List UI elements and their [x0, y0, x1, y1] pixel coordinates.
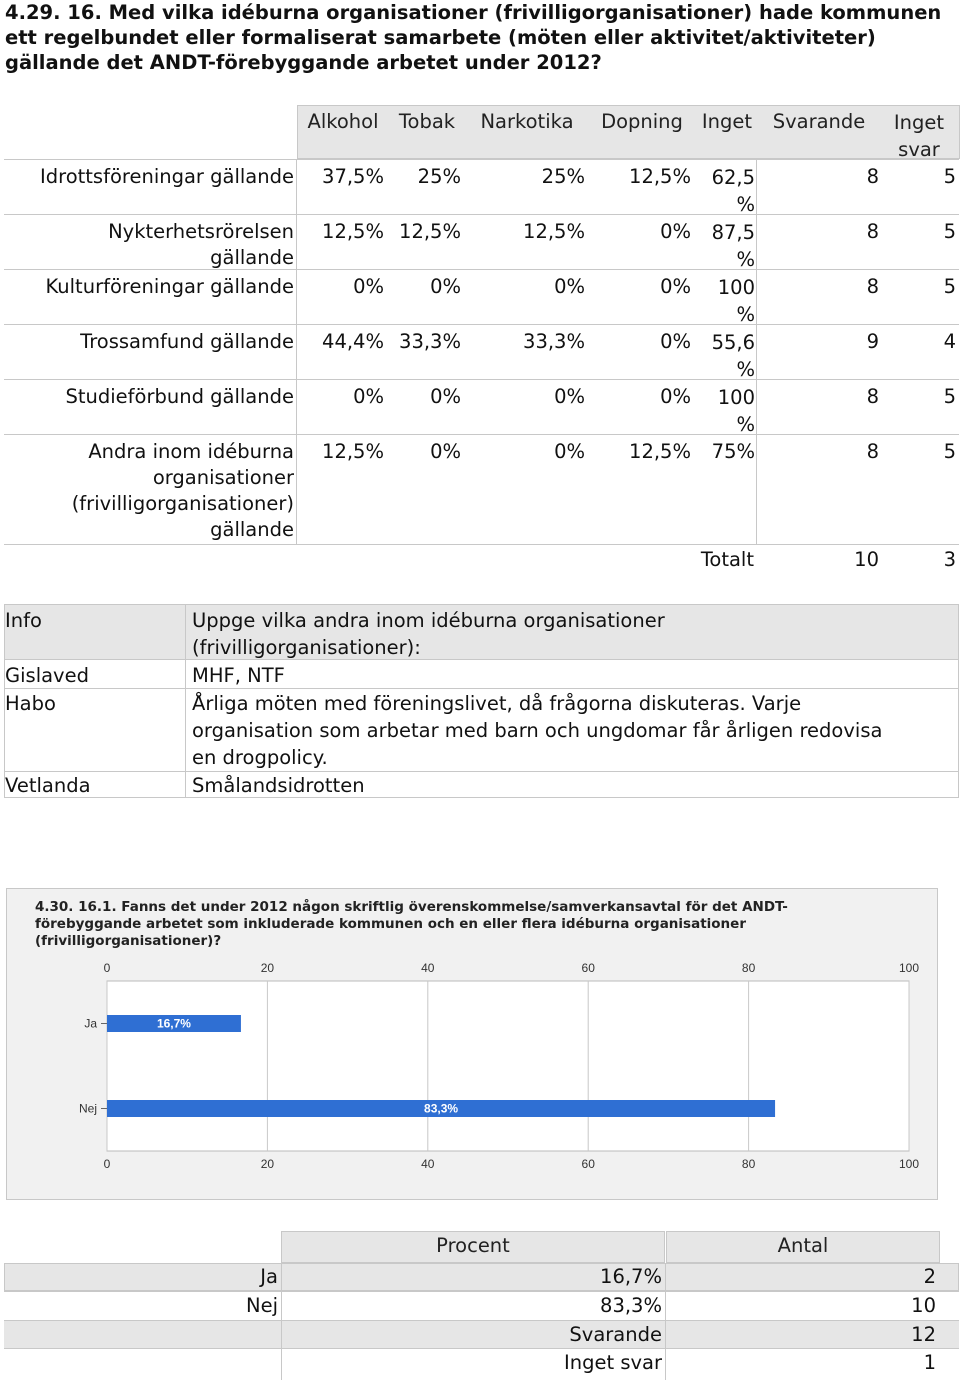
percent-cell: 16,7% — [600, 1265, 662, 1288]
col-header: Inget — [701, 110, 753, 133]
percent-cell: 83,3% — [600, 1294, 662, 1317]
tick-label-bottom: 40 — [421, 1157, 435, 1171]
count-cell: 1 — [923, 1351, 936, 1374]
question-heading: 4.29. 16. Med vilka idéburna organisationer (frivilligorganisationer) hade kommunen ett regelbundet eller formaliserat samarbete (möten eller aktivitet/aktiviteter) gällande det ANDT-förebyggande arbetet under 2012? — [5, 1, 942, 74]
cell: 75% — [711, 440, 755, 463]
cell: 4 — [943, 330, 956, 353]
cell: 62,5 % — [711, 166, 755, 216]
row-label: Andra inom idéburna organisationer (frivilligorganisationer) gällande — [71, 440, 294, 541]
total-value: 3 — [943, 548, 956, 571]
cell: 100 % — [717, 276, 755, 326]
summary-table — [4, 1231, 959, 1381]
tick-label-bottom: 20 — [260, 1157, 275, 1171]
cell: 8 — [866, 385, 879, 408]
summary-label: Inget svar — [564, 1351, 662, 1374]
cell: 5 — [943, 440, 956, 463]
municipality-name: Habo — [5, 692, 56, 715]
cell: 12,5% — [523, 220, 585, 243]
cell: 12,5% — [322, 440, 384, 463]
cell: 25% — [541, 165, 585, 188]
count-cell: 2 — [923, 1265, 936, 1288]
cell: 100 % — [717, 386, 755, 436]
cell: 12,5% — [399, 220, 461, 243]
row-label: Trossamfund gällande — [80, 330, 294, 353]
cell: 33,3% — [523, 330, 585, 353]
tick-label-bottom: 60 — [581, 1157, 595, 1171]
cell: 0% — [430, 385, 461, 408]
tick-label-top: 100 — [898, 961, 920, 975]
info-header-question: Uppge vilka andra inom idéburna organisationer (frivilligorganisationer): — [192, 609, 665, 659]
cell: 0% — [430, 440, 461, 463]
category-label: Ja — [84, 1016, 97, 1031]
cell: 5 — [943, 165, 956, 188]
total-label: Totalt — [700, 548, 754, 571]
cell: 8 — [866, 275, 879, 298]
organisations-table — [4, 105, 959, 571]
category-label: Nej — [78, 1101, 97, 1116]
tick-label-top: 20 — [260, 961, 275, 975]
row-label: Studieförbund gällande — [65, 385, 294, 408]
cell: 0% — [660, 330, 691, 353]
total-value: 10 — [854, 548, 879, 571]
col-header: Svarande — [772, 110, 866, 133]
cell: 5 — [943, 275, 956, 298]
count-cell: 10 — [911, 1294, 936, 1317]
row-label: Nej — [245, 1294, 278, 1317]
summary-label: Svarande — [569, 1323, 662, 1346]
count-cell: 12 — [911, 1323, 936, 1346]
col-header-count: Antal — [777, 1234, 829, 1257]
col-header: Inget svar — [893, 111, 945, 161]
cell: 37,5% — [322, 165, 384, 188]
info-header-label: Info — [5, 609, 42, 632]
cell: 12,5% — [629, 165, 691, 188]
cell: 8 — [866, 440, 879, 463]
cell: 8 — [866, 220, 879, 243]
cell: 0% — [660, 275, 691, 298]
municipality-name: Vetlanda — [5, 774, 91, 797]
bar-chart — [7, 889, 937, 1199]
cell: 0% — [660, 220, 691, 243]
col-header: Narkotika — [480, 110, 574, 133]
cell: 9 — [866, 330, 879, 353]
cell: 8 — [866, 165, 879, 188]
chart-title: 4.30. 16.1. Fanns det under 2012 någon skriftlig överenskommelse/samverkansavtal för det ANDT-förebyggande arbetet som inkluderade kommunen och en eller flera idéburna organisationer (frivilligorganisationer)? — [35, 899, 788, 949]
municipality-answer: Årliga möten med föreningslivet, då frågorna diskuteras. Varje organisation som arbetar med barn och ungdomar får årligen redovisa en drogpolicy. — [192, 692, 883, 769]
data-label: 16,7% — [156, 1016, 191, 1031]
cell: 0% — [554, 440, 585, 463]
cell: 0% — [430, 275, 461, 298]
cell: 12,5% — [322, 220, 384, 243]
cell: 5 — [943, 385, 956, 408]
tick-label-top: 60 — [581, 961, 595, 975]
col-header: Dopning — [601, 110, 683, 133]
row-label: Nykterhetsrörelsen gällande — [108, 220, 294, 269]
col-header: Tobak — [398, 110, 456, 133]
plot-area — [107, 981, 909, 1151]
municipality-name: Gislaved — [5, 664, 89, 687]
tick-label-bottom: 80 — [741, 1157, 756, 1171]
tick-label-top: 80 — [741, 961, 756, 975]
cell: 0% — [353, 385, 384, 408]
municipality-answer: MHF, NTF — [192, 664, 285, 687]
row-label: Kulturföreningar gällande — [45, 275, 294, 298]
col-header: Alkohol — [307, 110, 379, 133]
cell: 55,6 % — [711, 331, 755, 381]
cell: 0% — [660, 385, 691, 408]
info-table — [4, 604, 959, 798]
tick-label-top: 0 — [103, 961, 111, 975]
data-label: 83,3% — [424, 1101, 459, 1116]
row-label: Idrottsföreningar gällande — [39, 165, 294, 188]
chart-panel — [6, 888, 938, 1200]
tick-label-bottom: 0 — [103, 1157, 111, 1171]
cell: 87,5 % — [711, 221, 755, 271]
cell: 0% — [554, 275, 585, 298]
cell: 25% — [417, 165, 461, 188]
cell: 0% — [353, 275, 384, 298]
cell: 33,3% — [399, 330, 461, 353]
row-label: Ja — [260, 1265, 278, 1288]
municipality-answer: Smålandsidrotten — [192, 774, 365, 797]
cell: 44,4% — [322, 330, 384, 353]
tick-label-top: 40 — [421, 961, 435, 975]
cell: 0% — [554, 385, 585, 408]
cell: 12,5% — [629, 440, 691, 463]
col-header-percent: Procent — [436, 1234, 510, 1257]
tick-label-bottom: 100 — [898, 1157, 920, 1171]
cell: 5 — [943, 220, 956, 243]
